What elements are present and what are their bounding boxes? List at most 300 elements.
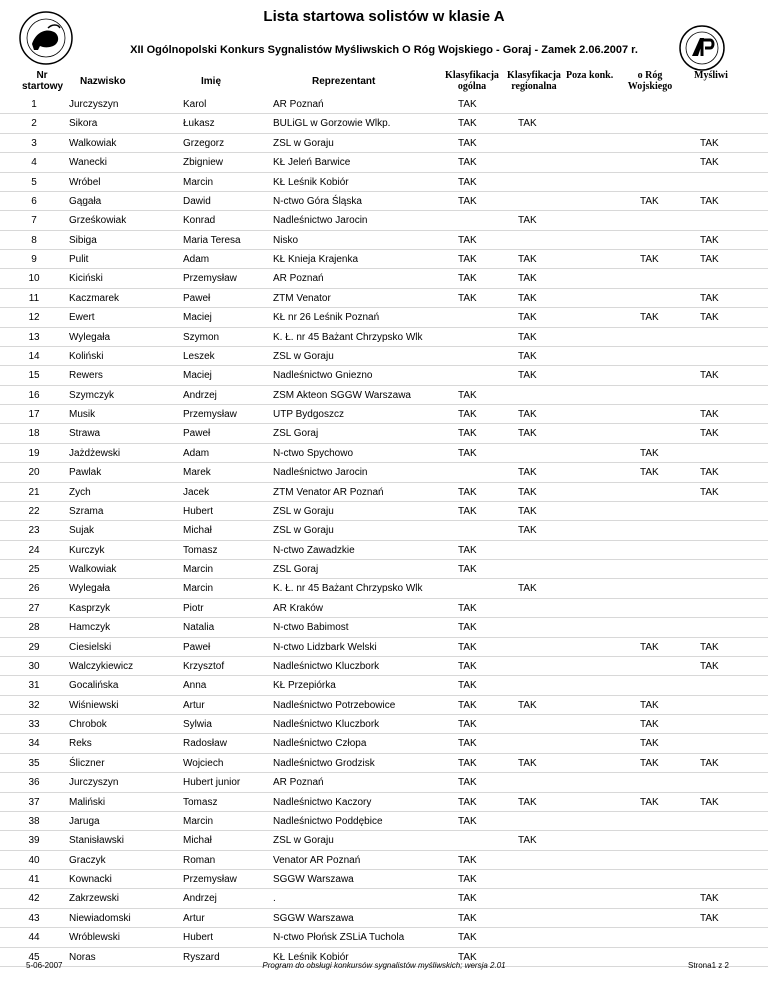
cell-surname: Kaczmarek [69,292,120,304]
cell-representative: N-ctwo Babimost [273,622,349,634]
cell-start-number: 21 [28,486,40,498]
cell-representative: Nadleśnictwo Kluczbork [273,660,380,672]
header-nr-line1: Nr [36,70,48,81]
cell-start-number: 42 [28,893,40,905]
cell-first-name: Roman [183,854,216,866]
cell-class-regional: TAK [518,215,537,227]
cell-representative: ZSL w Goraju [273,350,334,362]
cell-first-name: Paweł [183,641,211,653]
cell-class-rog-wojskiego: TAK [640,699,659,711]
cell-start-number: 13 [28,331,40,343]
cell-class-general: TAK [458,912,477,924]
table-row [0,831,768,850]
cell-representative: SGGW Warszawa [273,912,354,924]
cell-start-number: 6 [31,195,37,207]
table-row [0,269,768,288]
table-row [0,424,768,443]
cell-class-rog-wojskiego: TAK [640,796,659,808]
cell-surname: Pulit [69,254,89,265]
table-row [0,502,768,521]
footer-date: 5-06-2007 [26,961,63,970]
cell-surname: Wróbel [69,176,101,188]
cell-class-general: TAK [458,486,477,498]
cell-class-mysliwi: TAK [700,312,719,324]
cell-representative: Nadleśnictwo Potrzebowice [273,699,396,711]
cell-class-regional: TAK [518,796,537,808]
cell-representative: UTP Bydgoszcz [273,409,344,420]
cell-surname: Kiciński [69,273,103,285]
cell-surname: Wiśniewski [69,699,119,711]
cell-class-rog-wojskiego: TAK [640,195,659,207]
cell-class-general: TAK [458,234,477,246]
cell-first-name: Marcin [183,815,214,827]
cell-class-general: TAK [458,796,477,808]
table-row [0,676,768,695]
cell-start-number: 31 [28,680,40,692]
cell-class-regional: TAK [518,835,537,847]
cell-start-number: 15 [28,370,40,382]
cell-representative: AR Kraków [273,602,324,614]
cell-start-number: 18 [28,428,40,440]
cell-class-general: TAK [458,699,477,711]
cell-start-number: 3 [31,137,37,149]
header-k1-line2: ogólna [457,81,487,92]
cell-start-number: 43 [28,912,40,924]
cell-surname: Kasprzyk [69,602,111,614]
cell-class-general: TAK [458,602,477,614]
cell-surname: Wylegała [69,331,111,343]
cell-start-number: 10 [28,273,40,285]
table-row [0,444,768,463]
cell-representative: KŁ Jeleń Barwice [273,157,351,169]
table-row [0,405,768,424]
cell-representative: . [273,893,276,905]
cell-surname: Wróblewski [69,932,120,944]
cell-surname: Walkowiak [69,137,117,149]
table-row [0,696,768,715]
cell-class-rog-wojskiego: TAK [640,254,659,265]
cell-class-general: TAK [458,680,477,692]
table-row [0,231,768,250]
table-row [0,851,768,870]
cell-first-name: Hubert junior [183,777,241,789]
table-row [0,889,768,908]
table-row [0,909,768,928]
cell-representative: AR Poznań [273,273,324,285]
cell-surname: Śliczner [69,757,105,769]
table-row [0,95,768,114]
cell-first-name: Szymon [183,331,220,343]
header-imie: Imię [201,76,222,87]
cell-class-mysliwi: TAK [700,660,719,672]
cell-representative: KŁ Przepiórka [273,680,336,692]
cell-surname: Zych [69,486,91,498]
cell-start-number: 34 [28,738,40,750]
cell-representative: N-ctwo Zawadzkie [273,544,355,556]
table-row [0,793,768,812]
cell-class-mysliwi: TAK [700,467,719,479]
cell-start-number: 8 [31,234,37,246]
cell-first-name: Paweł [183,292,211,304]
table-row [0,773,768,792]
cell-surname: Wanecki [69,157,107,169]
cell-surname: Pawlak [69,467,102,479]
cell-class-general: TAK [458,176,477,188]
cell-first-name: Tomasz [183,796,218,808]
table-row [0,657,768,676]
cell-surname: Niewiadomski [69,912,131,924]
table-row [0,638,768,657]
header-k3-line2: Wojskiego [627,81,673,92]
cell-class-general: TAK [458,389,477,401]
cell-class-rog-wojskiego: TAK [640,757,659,769]
cell-first-name: Zbigniew [183,157,224,169]
page-subtitle: XII Ogólnopolski Konkurs Sygnalistów Myśliwskich O Róg Wojskiego - Goraj - Zamek 2.06.2007 r. [130,44,638,56]
cell-representative: KŁ Leśnik Kobiór [273,176,349,188]
cell-representative: AR Poznań [273,99,324,110]
cell-start-number: 45 [28,951,40,963]
table-row [0,192,768,211]
header-mysliwi: Myśliwi [694,70,728,81]
cell-start-number: 2 [31,118,37,130]
cell-surname: Sibiga [69,234,97,246]
cell-start-number: 25 [28,564,40,575]
table-row [0,812,768,831]
cell-first-name: Michał [183,525,212,537]
cell-representative: Nadleśnictwo Kaczory [273,796,372,808]
cell-surname: Grześkowiak [69,215,127,227]
cell-representative: ZTM Venator AR Poznań [273,486,384,498]
cell-first-name: Maria Teresa [183,234,241,246]
cell-start-number: 32 [28,699,40,711]
cell-class-mysliwi: TAK [700,254,719,265]
cell-surname: Maliński [69,796,106,808]
cell-representative: ZSL w Goraju [273,505,334,517]
cell-start-number: 33 [28,719,40,730]
cell-class-general: TAK [458,157,477,169]
cell-first-name: Ryszard [183,951,220,963]
cell-start-number: 30 [28,660,40,672]
cell-start-number: 11 [28,292,40,304]
cell-start-number: 41 [28,874,40,885]
cell-start-number: 38 [28,815,40,827]
cell-representative: Nadleśnictwo Poddębice [273,815,383,827]
cell-class-general: TAK [458,428,477,440]
cell-first-name: Przemysław [183,273,237,285]
cell-class-mysliwi: TAK [700,486,719,498]
cell-class-general: TAK [458,874,477,885]
header-k3-line1: o Róg [637,70,663,81]
header-klasyfikacja-ogolna [440,70,504,92]
cell-class-rog-wojskiego: TAK [640,719,659,730]
cell-surname: Gocalińska [69,680,119,692]
cell-surname: Reks [69,738,92,750]
cell-surname: Sujak [69,525,95,537]
cell-surname: Kownacki [69,874,112,885]
cell-class-general: TAK [458,544,477,556]
cell-class-mysliwi: TAK [700,757,719,769]
cell-first-name: Łukasz [183,118,215,130]
cell-class-general: TAK [458,660,477,672]
page-title: Lista startowa solistów w klasie A [263,8,505,25]
cell-start-number: 37 [28,796,40,808]
cell-representative: Nadleśnictwo Grodzisk [273,757,375,769]
header-o-rog-wojskiego [624,70,676,92]
cell-representative: N-ctwo Spychowo [273,447,354,459]
cell-representative: Nisko [273,234,299,246]
table-row [0,541,768,560]
cell-surname: Jażdżewski [69,447,121,459]
cell-surname: Ewert [69,312,95,324]
cell-surname: Kurczyk [69,544,105,556]
cell-surname: Wylegała [69,583,111,595]
cell-class-general: TAK [458,292,477,304]
cell-first-name: Andrzej [183,893,217,905]
cell-class-rog-wojskiego: TAK [640,447,659,459]
cell-first-name: Artur [183,912,205,924]
cell-first-name: Przemysław [183,409,237,420]
cell-start-number: 23 [28,525,40,537]
cell-class-regional: TAK [518,409,537,420]
cell-representative: K. Ł. nr 45 Bażant Chrzypsko Wlk [273,583,423,595]
cell-class-regional: TAK [518,486,537,498]
cell-start-number: 14 [28,350,40,362]
cell-representative: ZSL w Goraju [273,835,334,847]
cell-first-name: Radosław [183,738,227,750]
cell-class-general: TAK [458,564,477,575]
cell-start-number: 39 [28,835,40,847]
cell-class-general: TAK [458,447,477,459]
cell-start-number: 26 [28,583,40,595]
cell-class-rog-wojskiego: TAK [640,738,659,750]
cell-class-general: TAK [458,409,477,420]
cell-surname: Szrama [69,505,104,517]
cell-surname: Hamczyk [69,622,111,634]
cell-representative: Venator AR Poznań [273,854,361,866]
cell-start-number: 16 [28,389,40,401]
cell-representative: KŁ Leśnik Kobiór [273,951,349,963]
cell-first-name: Piotr [183,602,204,614]
cell-first-name: Konrad [183,215,216,227]
cell-class-general: TAK [458,622,477,634]
cell-class-general: TAK [458,893,477,905]
cell-surname: Jurczyszyn [69,777,119,789]
cell-first-name: Andrzej [183,389,217,401]
cell-class-general: TAK [458,505,477,517]
cell-first-name: Grzegorz [183,137,225,149]
table-row [0,734,768,753]
header-k2-line1: Klasyfikacja [507,70,561,81]
cell-class-rog-wojskiego: TAK [640,467,659,479]
cell-first-name: Hubert [183,505,214,517]
table-row [0,928,768,947]
cell-class-general: TAK [458,195,477,207]
cell-surname: Jurczyszyn [69,99,119,110]
cell-start-number: 27 [28,602,40,614]
cell-first-name: Paweł [183,428,211,440]
cell-surname: Koliński [69,350,104,362]
cell-class-mysliwi: TAK [700,157,719,169]
cell-surname: Noras [69,951,96,963]
cell-class-rog-wojskiego: TAK [640,641,659,653]
cell-representative: ZSL Goraj [273,428,319,440]
cell-first-name: Karol [183,99,207,110]
cell-representative: Nadleśnictwo Gniezno [273,370,373,382]
cell-class-regional: TAK [518,254,537,265]
cell-surname: Walkowiak [69,564,117,575]
footer-program: Program do obsługi konkursów sygnalistów myśliwskich; wersja 2.01 [262,961,506,970]
cell-first-name: Natalia [183,622,215,634]
cell-class-rog-wojskiego: TAK [640,312,659,324]
cell-start-number: 1 [31,99,37,110]
cell-class-regional: TAK [518,312,537,324]
cell-class-regional: TAK [518,118,537,130]
cell-first-name: Maciej [183,370,212,382]
cell-first-name: Michał [183,835,212,847]
cell-start-number: 36 [28,777,40,789]
header-reprezentant: Reprezentant [312,76,376,87]
header-klasyfikacja-regionalna [502,70,566,92]
cell-first-name: Marcin [183,564,214,575]
cell-class-mysliwi: TAK [700,292,719,304]
table-row [0,463,768,482]
cell-first-name: Jacek [183,486,210,498]
cell-class-general: TAK [458,854,477,866]
table-row [0,483,768,502]
cell-class-mysliwi: TAK [700,137,719,149]
cell-start-number: 29 [28,641,40,653]
header-nazwisko: Nazwisko [80,76,126,87]
cell-class-mysliwi: TAK [700,234,719,246]
cell-class-mysliwi: TAK [700,195,719,207]
cell-first-name: Marek [183,467,211,479]
table-row [0,870,768,889]
cell-surname: Musik [69,409,96,420]
table-row [0,579,768,598]
cell-surname: Jaruga [69,815,100,827]
cell-first-name: Hubert [183,932,214,944]
cell-class-mysliwi: TAK [700,893,719,905]
cell-representative: Nadleśnictwo Człopa [273,738,367,750]
cell-first-name: Anna [183,680,207,692]
table-row [0,173,768,192]
cell-first-name: Maciej [183,312,212,324]
cell-start-number: 7 [31,215,37,227]
cell-class-regional: TAK [518,699,537,711]
cell-start-number: 20 [28,467,40,479]
cell-representative: BULiGL w Gorzowie Wlkp. [273,118,391,130]
cell-class-regional: TAK [518,292,537,304]
table-row [0,153,768,172]
header-k2-line2: regionalna [511,81,557,92]
cell-start-number: 12 [28,312,40,324]
cell-first-name: Krzysztof [183,660,225,672]
cell-first-name: Adam [183,254,210,265]
cell-class-regional: TAK [518,370,537,382]
cell-representative: N-ctwo Lidzbark Welski [273,641,377,653]
cell-class-general: TAK [458,738,477,750]
cell-representative: AR Poznań [273,777,324,789]
header-nr-line2: startowy [22,81,64,92]
cell-representative: ZSL Goraj [273,564,319,575]
table-row [0,250,768,269]
cell-surname: Szymczyk [69,389,114,401]
table-row [0,618,768,637]
cell-class-general: TAK [458,254,477,265]
table-row [0,560,768,579]
cell-start-number: 44 [28,932,40,944]
cell-class-mysliwi: TAK [700,409,719,420]
cell-representative: Nadleśnictwo Kluczbork [273,719,380,730]
header-k1-line1: Klasyfikacja [445,70,499,81]
cell-first-name: Marcin [183,176,214,188]
cell-class-general: TAK [458,641,477,653]
header-nr [22,70,62,92]
cell-start-number: 22 [28,505,40,517]
cell-start-number: 4 [31,157,37,169]
starting-list-table [0,95,768,967]
table-row [0,289,768,308]
cell-surname: Rewers [69,370,103,382]
cell-representative: KŁ nr 26 Leśnik Poznań [273,312,380,324]
cell-first-name: Przemysław [183,874,237,885]
cell-class-general: TAK [458,777,477,789]
cell-surname: Zakrzewski [69,893,120,905]
cell-class-mysliwi: TAK [700,641,719,653]
cell-class-general: TAK [458,951,477,963]
table-row [0,366,768,385]
footer-page: Strona1 z 2 [688,961,729,970]
cell-surname: Chrobok [69,719,107,730]
cell-class-general: TAK [458,118,477,130]
cell-first-name: Dawid [183,195,211,207]
table-row [0,211,768,230]
cell-representative: ZSM Akteon SGGW Warszawa [273,389,411,401]
cell-class-mysliwi: TAK [700,370,719,382]
table-row [0,328,768,347]
cell-first-name: Sylwia [183,719,212,730]
cell-class-regional: TAK [518,428,537,440]
cell-first-name: Tomasz [183,544,218,556]
table-row [0,308,768,327]
cell-start-number: 5 [31,176,37,188]
cell-class-general: TAK [458,719,477,730]
cell-representative: ZSL w Goraju [273,525,334,537]
cell-class-regional: TAK [518,331,537,343]
table-row [0,386,768,405]
cell-representative: ZSL w Goraju [273,137,334,149]
cell-class-regional: TAK [518,525,537,537]
cell-start-number: 35 [28,757,40,769]
cell-representative: Nadleśnictwo Jarocin [273,467,368,479]
cell-start-number: 40 [28,854,40,866]
table-row [0,114,768,133]
cell-representative: Nadleśnictwo Jarocin [273,215,368,227]
cell-class-mysliwi: TAK [700,796,719,808]
table-row [0,134,768,153]
cell-surname: Stanisławski [69,835,125,847]
cell-class-general: TAK [458,273,477,285]
cell-representative: N-ctwo Góra Śląska [273,195,362,207]
header-poza-konk: Poza konk. [566,70,614,81]
cell-class-regional: TAK [518,467,537,479]
cell-representative: KŁ Knieja Krajenka [273,254,359,265]
cell-start-number: 28 [28,622,40,634]
cell-class-mysliwi: TAK [700,912,719,924]
cell-surname: Walczykiewicz [69,660,134,672]
table-row [0,715,768,734]
cell-representative: N-ctwo Płońsk ZSLiA Tuchola [273,932,405,944]
